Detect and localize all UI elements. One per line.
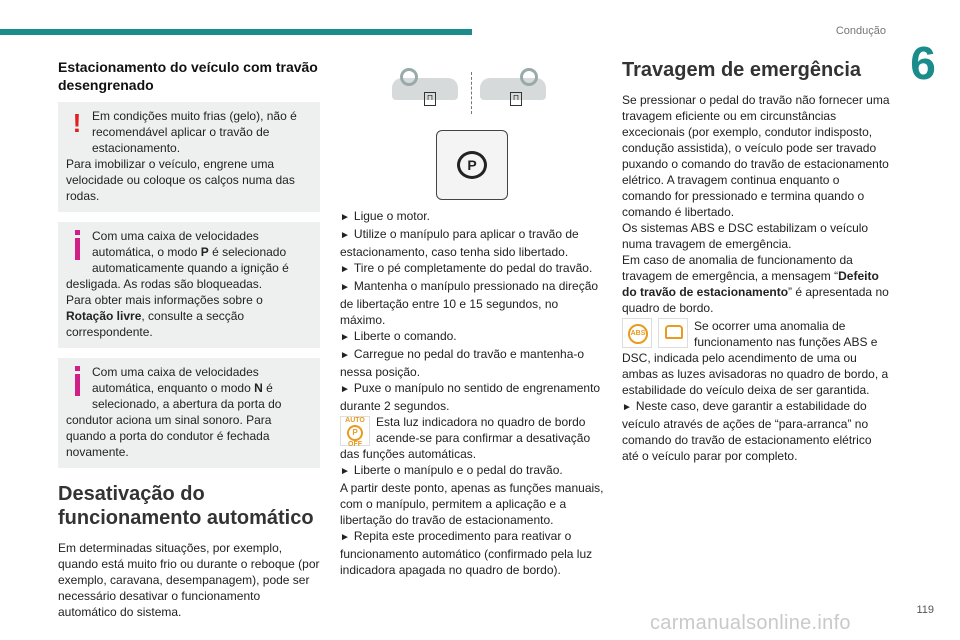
watermark: carmanualsonline.info bbox=[650, 612, 851, 634]
middle-column bbox=[340, 64, 605, 578]
parking-brake-button bbox=[436, 130, 508, 200]
step-text: Liberte o manípulo e o pedal do travão. bbox=[353, 463, 563, 477]
abs-dsc-paragraph: Se ocorrer uma anomalia de funcionamento nas funções ABS e DSC, indicada pelo acendimento de uma ou ambas as luzes avisadoras no quadro de bordo, a estabilidade do veículo deixa de ser garantida. bbox=[622, 319, 889, 397]
mode-n: N bbox=[254, 381, 263, 395]
warning-note bbox=[58, 102, 320, 212]
text: ” é apresentada no quadro de bordo. bbox=[622, 285, 889, 315]
parking-heading: Estacionamento do veículo com travão desengrenado bbox=[58, 59, 318, 93]
abs-label: ABS bbox=[628, 324, 648, 344]
step-text: Neste caso, deve garantir a estabilidade do veículo através de ações de “para-arranca” no comando do travão de estacionamento elétrico até o veículo parar por completo. bbox=[622, 399, 872, 463]
mode-p: P bbox=[200, 245, 209, 259]
arrow-icon: ► bbox=[340, 212, 350, 223]
arrow-icon: ► bbox=[340, 532, 350, 543]
step-item bbox=[340, 226, 605, 260]
parking-brake-icon: P bbox=[457, 151, 487, 179]
arrow-icon: ► bbox=[340, 282, 350, 293]
step-item bbox=[340, 380, 605, 414]
step-item bbox=[340, 278, 605, 328]
emergency-braking-title: Travagem de emergência bbox=[622, 59, 862, 81]
indicator-text: Esta luz indicadora no quadro de bordo acende-se para confirmar a desativação das funções automáticas. bbox=[340, 415, 591, 461]
info-note-p-ref bbox=[66, 292, 312, 340]
parking-brake-figure bbox=[340, 64, 605, 192]
info-text: é selecionado automaticamente quando a ignição é desligada. As rodas são bloqueadas. bbox=[66, 245, 289, 291]
emergency-paragraph-2: Os sistemas ABS e DSC estabilizam o veículo numa travagem de emergência. bbox=[622, 221, 869, 251]
chapter-number: 6 bbox=[910, 37, 936, 89]
info-icon bbox=[66, 364, 88, 398]
emergency-paragraph-1: Se pressionar o pedal do travão não fornecer uma travagem eficiente ou em circunstâncias excecionais (por exemplo, condutor indisposto, condução assistida), o veículo pode ser travado puxando o comando do travão de estacionamento elétrico. A travagem continua enquanto o comando for pressionado e termina quando o comando é libertado. bbox=[622, 93, 890, 219]
arrow-icon: ► bbox=[340, 350, 350, 361]
step-item bbox=[340, 462, 605, 480]
step-item bbox=[622, 398, 890, 464]
arrow-icon: ► bbox=[340, 230, 350, 241]
emergency-paragraph-3 bbox=[622, 252, 890, 316]
manual-only-paragraph: A partir deste ponto, apenas as funções manuais, com o manípulo, permitem a aplicação e a libertação do travão de estacionamento. bbox=[340, 481, 604, 527]
info-text: , consulte a secção correspondente. bbox=[66, 309, 245, 339]
info-note-p-mode bbox=[58, 222, 320, 348]
left-column bbox=[58, 58, 320, 620]
step-text: Liberte o comando. bbox=[353, 329, 457, 343]
step-text: Carregue no pedal do travão e mantenha-o nessa posição. bbox=[340, 347, 585, 379]
divider-line bbox=[471, 72, 472, 114]
deactivation-paragraph: Em determinadas situações, por exemplo, quando está muito frio ou durante o reboque (por exemplo, caravana, desempanagem), pode ser necessário desativar o funcionamento automático do sistema. bbox=[58, 541, 320, 619]
warning-line-1: Em condições muito frias (gelo), não é recomendável aplicar o travão de estacionamento. bbox=[92, 109, 297, 155]
page-number: 119 bbox=[916, 604, 934, 616]
step-text: Repita este procedimento para reativar o funcionamento automático (confirmado pela luz indicadora apagada no quadro de bordo). bbox=[340, 529, 593, 577]
arrow-icon: ► bbox=[340, 332, 350, 343]
step-text: Tire o pé completamente do pedal do travão. bbox=[353, 261, 593, 275]
steering-wheel-icon bbox=[520, 68, 538, 86]
right-column bbox=[622, 58, 890, 464]
auto-off-indicator-icon: AUTO P OFF bbox=[340, 416, 370, 446]
message-defeito: Defeito do travão de estacionamento bbox=[622, 269, 879, 299]
step-item bbox=[340, 346, 605, 380]
ref-rotacao-livre: Rotação livre bbox=[66, 309, 142, 323]
info-note-p-text bbox=[66, 228, 312, 292]
off-label: OFF bbox=[348, 441, 362, 448]
arrow-icon: ► bbox=[340, 384, 350, 395]
text: Em caso de anomalia de funcionamento da travagem de emergência, a mensagem “ bbox=[622, 253, 853, 283]
info-note-n-text bbox=[66, 364, 312, 460]
arrow-icon: ► bbox=[622, 402, 632, 413]
step-item bbox=[340, 208, 605, 226]
warning-line-2: Para imobilizar o veículo, engrene uma velocidade ou coloque os calços numa das rodas. bbox=[66, 157, 295, 203]
info-text: Para obter mais informações sobre o bbox=[66, 293, 263, 307]
lock-icon: ⊓ bbox=[510, 92, 522, 106]
step-item bbox=[340, 328, 605, 346]
abs-dsc-block bbox=[622, 318, 890, 398]
section-title: Condução bbox=[835, 25, 886, 37]
info-icon bbox=[66, 228, 88, 262]
dsc-warning-icon bbox=[658, 318, 688, 348]
info-text: Com uma caixa de velocidades automática, enquanto o modo bbox=[92, 365, 259, 395]
indicator-block bbox=[340, 414, 605, 462]
step-text: Utilize o manípulo para aplicar o travão de estacionamento, caso tenha sido libertado. bbox=[340, 227, 579, 259]
step-item bbox=[340, 528, 605, 578]
info-text: é selecionado, a abertura da porta do condutor aciona um sinal sonoro. Para quando a porta do condutor é fechada novamente. bbox=[66, 381, 282, 459]
chapter-color-bar bbox=[0, 29, 472, 35]
arrow-icon: ► bbox=[340, 264, 350, 275]
auto-label: AUTO bbox=[345, 417, 365, 424]
step-text: Ligue o motor. bbox=[353, 209, 430, 223]
lock-icon: ⊓ bbox=[424, 92, 436, 106]
deactivation-title: Desativação do funcionamento automático bbox=[58, 483, 314, 529]
step-text: Mantenha o manípulo pressionado na direção de libertação entre 10 e 15 segundos, no máximo. bbox=[340, 279, 599, 327]
step-list bbox=[340, 208, 605, 414]
abs-warning-icon bbox=[622, 318, 652, 348]
info-note-n-mode bbox=[58, 358, 320, 468]
step-text: Puxe o manípulo no sentido de engrenamento durante 2 segundos. bbox=[340, 381, 601, 413]
info-text: Com uma caixa de velocidades automática, o modo bbox=[92, 229, 259, 259]
warning-icon: ! bbox=[72, 108, 82, 138]
car-icon bbox=[665, 325, 683, 339]
steering-wheel-icon bbox=[400, 68, 418, 86]
step-item bbox=[340, 260, 605, 278]
arrow-icon: ► bbox=[340, 466, 350, 477]
